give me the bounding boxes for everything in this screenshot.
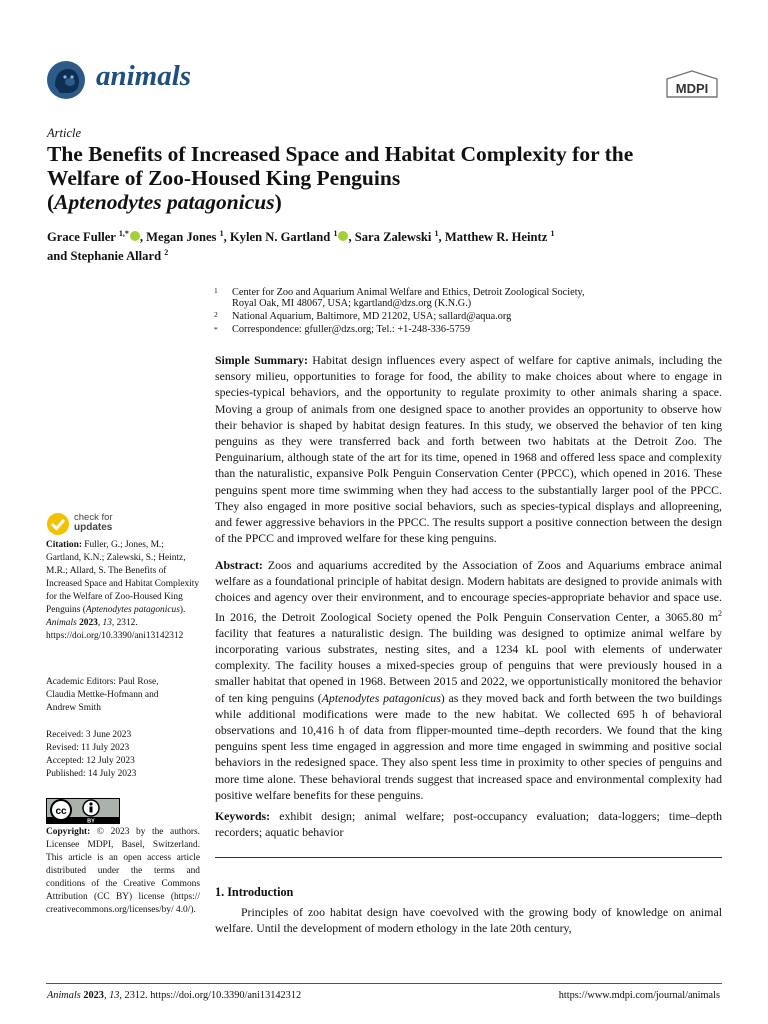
footer-citation: Animals 2023, 13, 2312. https://doi.org/10.3390/ani13142312: [47, 990, 302, 1001]
dates: [46, 729, 200, 781]
author-list: Grace Fuller $^{1,*}$ , Megan Jones $^1$, Kylen N. Gartland $^1$ , Sara Zalewski $^1$, Matthew R. Heintz $^1$ and Stephanie Allard $^2$: [47, 229, 555, 264]
author-name: , Matthew R. Heintz: [438, 230, 548, 245]
abstract: Abstract: Zoos and aquariums accredited by the Association of Zoos and Aquariums embrace animal welfare as a foundational principle of habitat design. Modern habitats are designed to provide animals with choices and agency over their environment, and to encourage species-appropriate behavior and space use. In 2016, the Detroit Zoological Society opened the Polk Penguin Conservation Center, a 3065.80 $m^2$ facility that features a naturalistic design. The building was designed to optimize animal welfare by incorporating various substrates, nesting sites, and a 1234 kL pool with elements of underwater complexity. The facility houses a mixed-species group of penguins that were previously housed in a smaller habitat that opened in 1968. Between 2015 and 2022, we opportunistically monitored the behavior of ten king penguins (Aptenodytes patagonicus) as they moved back and forth between the two buildings while additional modifications were made to the new habitat. We collected 695 h of behavioral observations and 10,416 h of data from flipper-mounted time–depth recorders. We found that the king penguins spent less time engaged in aggression and more time engaged in swimming and positive social behaviors in the redesigned space. They also spent less time in proximity to other species of penguins and more time alone. These behavioral trends suggest that increased space and environmental complexity had positive welfare benefits for these penguins.: [215, 558, 722, 802]
simple-summary: Simple Summary: Habitat design influences every aspect of welfare for captive animals, including the sensory milieu, opportunities to forage for food, the ability to make choices about where to engage in species-typical behaviors, and the opportunity to regulate proximity to other animals sharing a space. Moving a group of animals from one designed space to another provides an opportunity to observe how their behavior is shaped by habitat design features. In this study, we observed the behavior of ten king penguins as they were transferred back and forth between two habitats at the Detroit Zoo. The Penguinarium, although state of the art for its time, opened in 1968 and offered less space and complexity than the naturalistic, expansive Polk Penguin Conservation Center (PPCC), which opened in 2016. These penguins spent more time swimming when they had access to the substantially larger pool of the PPCC. They also engaged in more positive social behaviors, such as species-typical displays and allopreening, and fewer aggressive behaviors in the PPCC. The results support a positive connection between the design of the PPCC and improved welfare for these king penguins.: [215, 353, 723, 546]
citation: Citation: Fuller, G.; Jones, M.; Gartland, K.N.; Zalewski, S.; Heintz, M.R.; Allard, S. The Benefits of Increased Space and Habitat Complexity for the Welfare of Zoo-Housed King Penguins (Aptenodytes patagonicus). Animals 2023, 13, 2312. https://doi.org/10.3390/ani13142312: [46, 540, 200, 641]
orcid-icon[interactable]: [130, 231, 140, 241]
copyright: Copyright: © 2023 by the authors. Licensee MDPI, Basel, Switzerland. This article is an open access article distributed under the terms and conditions of the Creative Commons Attribution (CC BY) license (https:// creativecommons.org/licenses/by/ 4.0/).: [46, 827, 200, 915]
svg-text:cc: cc: [55, 806, 67, 817]
section-heading-introduction: 1. Introduction: [215, 885, 294, 899]
journal-name: animals: [96, 60, 192, 92]
cc-by-text: BY: [87, 818, 95, 824]
mdpi-logo-icon: [665, 70, 719, 98]
author-name: , Megan Jones: [139, 230, 217, 245]
gorilla-head-icon: [46, 60, 86, 100]
title-species: Aptenodytes patagonicus: [54, 190, 275, 214]
page-title: The Benefits of Increased Space and Habitat Complexity for the Welfare of Zoo-Housed King Penguins (Aptenodytes patagonicus): [47, 142, 634, 214]
date-received: Received: 3 June 2023: [46, 730, 132, 740]
cc-by-license-icon[interactable]: [46, 798, 120, 824]
author-name: , Kylen N. Gartland: [223, 230, 331, 245]
date-revised: Revised: 11 July 2023: [46, 743, 130, 753]
academic-editors: Academic Editors: Paul Rose, Claudia Mettke-Hofmann and Andrew Smith: [46, 677, 159, 713]
introduction-text: Principles of zoo habitat design have coevolved with the growing body of knowledge on animal welfare. Until the development of modern ethology in the late 20th century,: [215, 905, 722, 936]
footer-journal-link[interactable]: https://www.mdpi.com/journal/animals: [558, 990, 720, 1001]
date-accepted: Accepted: 12 July 2023: [46, 756, 135, 766]
author-name: and Stephanie Allard: [47, 249, 162, 264]
check-updates-icon: [46, 512, 70, 536]
mdpi-logo-text: MDPI: [675, 81, 709, 96]
keywords: Keywords: exhibit design; animal welfare; post-occupancy evaluation; data-loggers; time–depth recorders; aquatic behavior: [215, 809, 723, 840]
orcid-icon[interactable]: [338, 231, 348, 241]
footer-divider: [46, 983, 722, 984]
date-published: Published: 14 July 2023: [46, 769, 137, 779]
section-divider: [215, 857, 722, 858]
author-name: Grace Fuller: [47, 230, 116, 245]
author-name: , Sara Zalewski: [348, 230, 432, 245]
article-type: Article: [47, 126, 82, 140]
check-for-updates-button[interactable]: check for updates: [46, 512, 166, 542]
